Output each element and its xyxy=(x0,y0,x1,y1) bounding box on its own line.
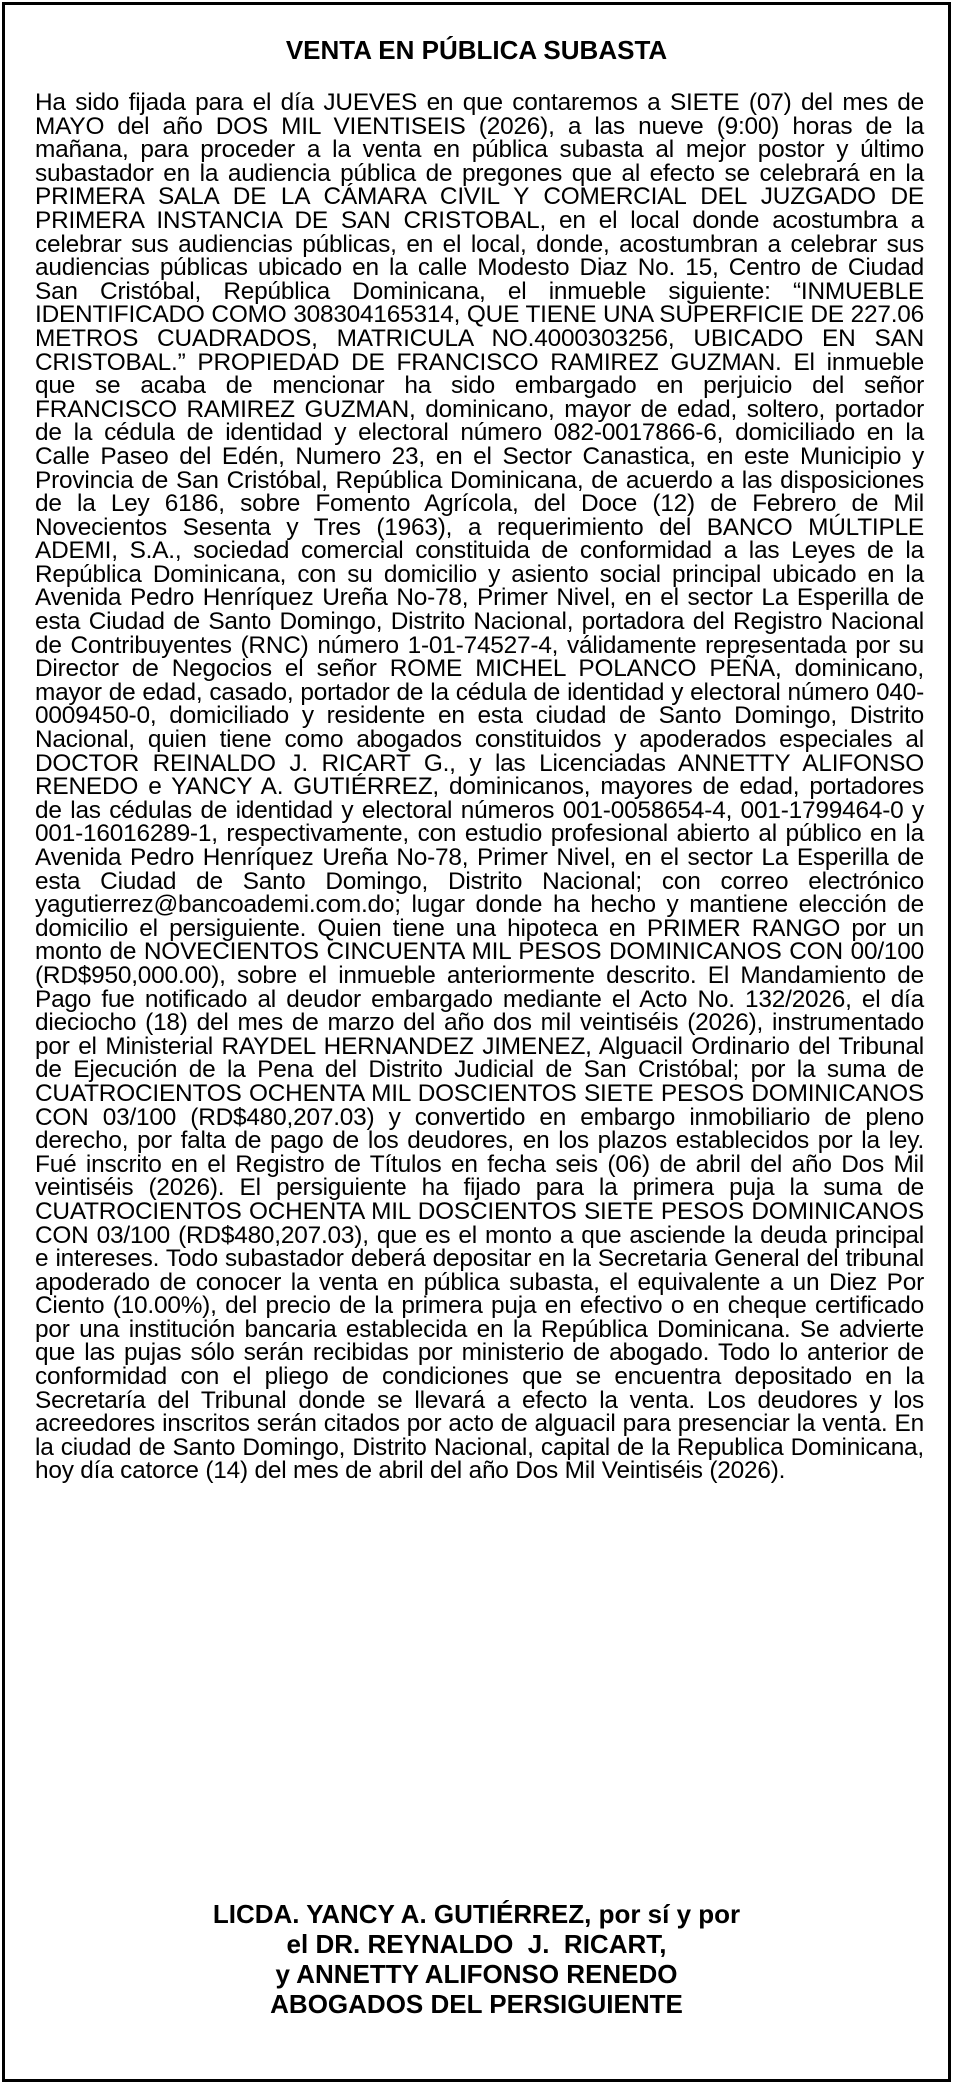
signature-block xyxy=(5,1899,948,2019)
signature-line-1: LICDA. YANCY A. GUTIÉRREZ, por sí y por xyxy=(212,1899,741,1929)
notice-title: VENTA EN PÚBLICA SUBASTA xyxy=(285,35,668,65)
signature-line-4: ABOGADOS DEL PERSIGUIENTE xyxy=(270,1989,683,2019)
notice-frame xyxy=(2,2,951,2082)
signature-line-2: el DR. REYNALDO J. RICART, xyxy=(286,1929,667,1959)
signature-line-3: y ANNETTY ALIFONSO RENEDO xyxy=(275,1959,678,1989)
notice-body: Ha sido fijada para el día JUEVES en que contaremos a SIETE (07) del mes de MAYO del año DOS MIL VIENTISEIS (2026), a las nueve (9:00) horas de la mañana, para proceder a la venta en pública subasta al mejor postor y último subastador en la audiencia pública de pregones que al efecto se celebrará en la PRIMERA SALA DE LA CÁMARA CIVIL Y COMERCIAL DEL JUZGADO DE PRIMERA INSTANCIA DE SAN CRISTOBAL, en el local donde acostumbra a celebrar sus audiencias públicas, en el local, donde, acostumbran a celebrar sus audiencias públicas ubicado en la calle Modesto Diaz No. 15, Centro de Ciudad San Cristóbal, República Dominicana, el inmueble siguiente: “INMUEBLE IDENTIFICADO COMO 308304165314, QUE TIENE UNA SUPERFICIE DE 227.06 METROS CUADRADOS, MATRICULA NO.4000303256, UBICADO EN SAN CRISTOBAL.” PROPIEDAD DE FRANCISCO RAMIREZ GUZMAN. El inmueble que se acaba de mencionar ha sido embargado en perjuicio del señor FRANCISCO RAMIREZ GUZMAN, dominicano, mayor de edad, soltero, portador de la cédula de identidad y electoral número 082-0017866-6, domiciliado en la Calle Paseo del Edén, Numero 23, en el Sector Canastica, en este Municipio y Provincia de San Cristóbal, República Dominicana, de acuerdo a las disposiciones de la Ley 6186, sobre Fomento Agrícola, del Doce (12) de Febrero de Mil Novecientos Sesenta y Tres (1963), a requerimiento del BANCO MÚLTIPLE ADEMI, S.A., sociedad comercial constituida de conformidad a las Leyes de la República Dominicana, con su domicilio y asiento social principal ubicado en la Avenida Pedro Henríquez Ureña No-78, Primer Nivel, en el sector La Esperilla de esta Ciudad de Santo Domingo, Distrito Nacional, portadora del Registro Nacional de Contribuyentes (RNC) número 1-01-74527-4, válidamente representada por su Director de Negocios el señor ROME MICHEL POLANCO PEÑA, dominicano, mayor de edad, casado, portador de la cédula de identidad y electoral número 040-0009450-0, domiciliado y residente en esta ciudad de Santo Domingo, Distrito Nacional, quien tiene como abogados constituidos y apoderados especiales al DOCTOR REINALDO J. RICART G., y las Licenciadas ANNETTY ALIFONSO RENEDO e YANCY A. GUTIÉRREZ, dominicanos, mayores de edad, portadores de las cédulas de identidad y electoral números 001-0058654-4, 001-1799464-0 y 001-16016289-1, respectivamente, con estudio profesional abierto al público en la Avenida Pedro Henríquez Ureña No-78, Primer Nivel, en el sector La Esperilla de esta Ciudad de Santo Domingo, Distrito Nacional; con correo electrónico yagutierrez@bancoademi.com.do; lugar donde ha hecho y mantiene elección de domicilio el persiguiente. Quien tiene una hipoteca en PRIMER RANGO por un monto de NOVECIENTOS CINCUENTA MIL PESOS DOMINICANOS CON 00/100 (RD$950,000.00), sobre el inmueble anteriormente descrito. El Mandamiento de Pago fue notificado al deudor embargado mediante el Acto No. 132/2026, el día dieciocho (18) del mes de marzo del año dos mil veintiséis (2026), instrumentado por el Ministerial RAYDEL HERNANDEZ JIMENEZ, Alguacil Ordinario del Tribunal de Ejecución de la Pena del Distrito Judicial de San Cristóbal; por la suma de CUATROCIENTOS OCHENTA MIL DOSCIENTOS SIETE PESOS DOMINICANOS CON 03/100 (RD$480,207.03) y convertido en embargo inmobiliario de pleno derecho, por falta de pago de los deudores, en los plazos establecidos por la ley. Fué inscrito en el Registro de Títulos en fecha seis (06) de abril del año Dos Mil veintiséis (2026). El persiguiente ha fijado para la primera puja la suma de CUATROCIENTOS OCHENTA MIL DOSCIENTOS SIETE PESOS DOMINICANOS CON 03/100 (RD$480,207.03), que es el monto a que asciende la deuda principal e intereses. Todo subastador deberá depositar en la Secretaria General del tribunal apoderado de conocer la venta en pública subasta, el equivalente a un Diez Por Ciento (10.00%), del precio de la primera puja en efectivo o en cheque certificado por una institución bancaria establecida en la República Dominicana. Se advierte que las pujas sólo serán recibidas por ministerio de abogado. Todo lo anterior de conformidad con el pliego de condiciones que se encuentra depositado en la Secretaría del Tribunal donde se llevará a efecto la venta. Los deudores y los acreedores inscritos serán citados por acto de alguacil para presenciar la venta. En la ciudad de Santo Domingo, Distrito Nacional, capital de la Republica Dominicana, hoy día catorce (14) del mes de abril del año Dos Mil Veintiséis (2026). xyxy=(35,89,924,1485)
